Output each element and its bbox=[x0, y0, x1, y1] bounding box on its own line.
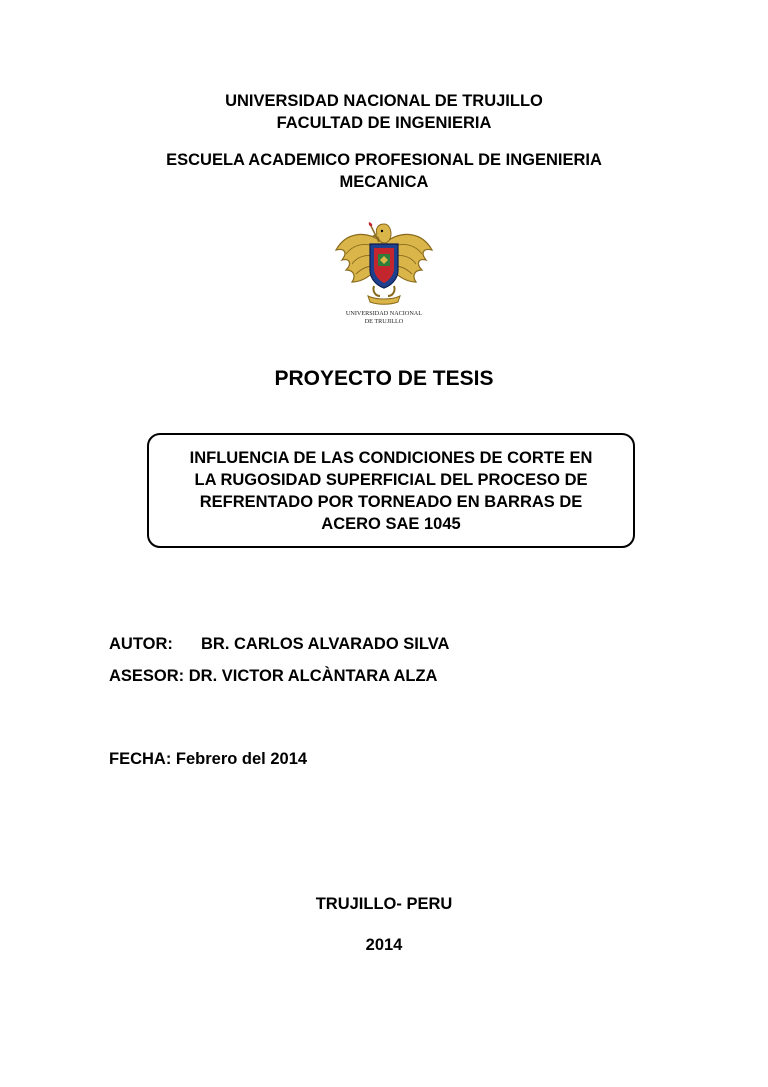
year-text: 2014 bbox=[365, 936, 403, 954]
crest-caption-line2: DE TRUJILLO bbox=[364, 318, 404, 325]
place-text: TRUJILLO- PERU bbox=[315, 895, 453, 913]
university-crest-logo bbox=[324, 212, 444, 332]
school-name-line2: MECANICA bbox=[339, 173, 429, 191]
document-type-heading: PROYECTO DE TESIS bbox=[274, 367, 494, 390]
thesis-title-box bbox=[147, 433, 635, 548]
thesis-title-line3: REFRENTADO POR TORNEADO EN BARRAS DE bbox=[199, 493, 583, 511]
author-name: BR. CARLOS ALVARADO SILVA bbox=[201, 635, 450, 653]
crest-caption-line1: UNIVERSIDAD NACIONAL bbox=[345, 310, 423, 317]
thesis-title-line2: LA RUGOSIDAD SUPERFICIAL DEL PROCESO DE bbox=[194, 471, 588, 489]
author-row bbox=[109, 634, 449, 654]
school-name-line1: ESCUELA ACADEMICO PROFESIONAL DE INGENIERIA bbox=[166, 151, 602, 169]
author-label: AUTOR: bbox=[109, 635, 173, 653]
thesis-title bbox=[149, 447, 633, 535]
thesis-title-line1: INFLUENCIA DE LAS CONDICIONES DE CORTE EN bbox=[189, 449, 593, 467]
faculty-name: FACULTAD DE INGENIERIA bbox=[276, 114, 492, 132]
university-name: UNIVERSIDAD NACIONAL DE TRUJILLO bbox=[225, 92, 543, 110]
thesis-title-line4: ACERO SAE 1045 bbox=[321, 515, 461, 533]
advisor-row: ASESOR: DR. VICTOR ALCÀNTARA ALZA bbox=[109, 667, 438, 685]
date-row: FECHA: Febrero del 2014 bbox=[109, 750, 308, 768]
